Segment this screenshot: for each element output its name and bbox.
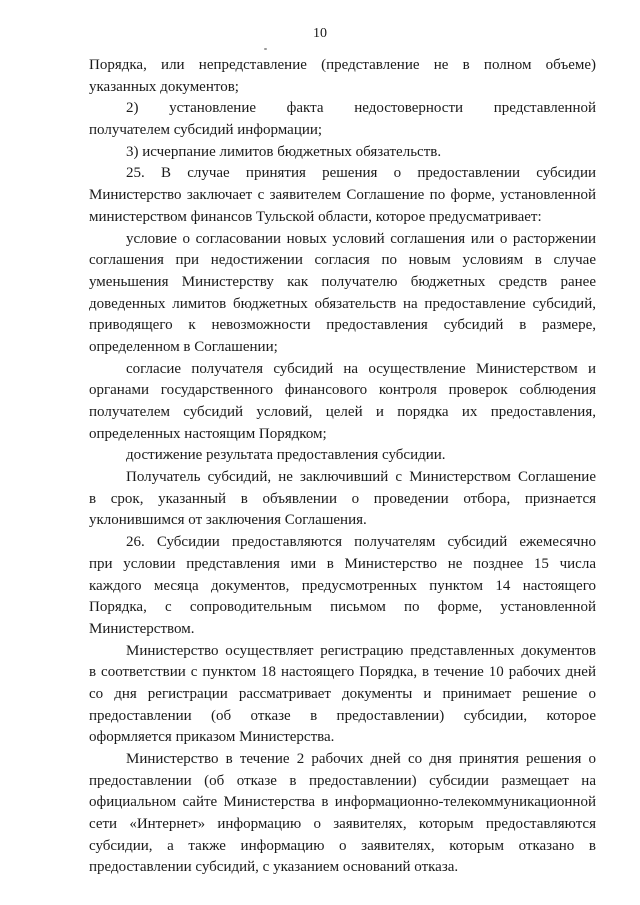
text-line: получателем субсидий условий, целей и порядка их предоставления, <box>89 404 596 420</box>
text-line: соглашения при недостижении согласия по новым условиям в случае <box>89 252 596 269</box>
text-line: оформляется приказом Министерства. <box>89 729 335 746</box>
text-line: уменьшения Министерству как получателю бюджетных средств ранее <box>89 273 596 290</box>
text-line: Министерством. <box>89 620 195 637</box>
text-line: доведенных лимитов бюджетных обязательств на предоставление субсидий, <box>89 295 596 312</box>
text-line: Министерство в течение 2 рабочих дней со дня принятия решения о <box>126 751 596 767</box>
scan-speck <box>264 48 267 50</box>
text-line: предоставлении (об отказе в предоставлении) субсидии, которое <box>89 707 596 724</box>
text-line: 2) установление факта недостоверности представленной <box>126 100 596 117</box>
text-line: официальном сайте Министерства в информационно-телекоммуникационной <box>89 794 596 811</box>
text-line: получателем субсидий информации; <box>89 122 323 139</box>
text-line: определенном в Соглашении; <box>89 338 278 355</box>
text-line: 3) исчерпание лимитов бюджетных обязательств. <box>126 143 442 160</box>
text-line: со дня регистрации рассматривает документы и принимает решение о <box>89 685 596 702</box>
text-line: приводящего к невозможности предоставления субсидий в размере, <box>89 317 596 334</box>
text-line: сети «Интернет» информацию о заявителях, которым предоставляются <box>89 816 596 833</box>
text-line: в соответствии с пунктом 18 настоящего Порядка, в течение 10 рабочих дней <box>89 664 596 681</box>
text-line: условие о согласовании новых условий соглашения или о расторжении <box>126 230 596 247</box>
text-line: в срок, указанный в объявлении о проведении отбора, признается <box>89 490 596 507</box>
text-line: при условии представления ими в Министерство не позднее 15 числа <box>89 555 596 572</box>
text-line: Порядка, с сопроводительным письмом по форме, установленной <box>89 599 596 616</box>
text-line: Порядка, или непредставление (представление не в полном объеме) <box>89 57 596 73</box>
text-line: 25. В случае принятия решения о предоставлении субсидии <box>126 165 596 182</box>
text-line: указанных документов; <box>89 78 239 95</box>
text-line: 26. Субсидии предоставляются получателям субсидий ежемесячно <box>126 534 596 551</box>
document-body <box>89 55 596 879</box>
text-line: органами государственного финансового контроля проверок соблюдения <box>89 382 596 399</box>
text-line: определенных настоящим Порядком; <box>89 425 327 442</box>
text-line: предоставлении субсидий, с указанием оснований отказа. <box>89 859 459 876</box>
text-line: Министерство осуществляет регистрацию представленных документов <box>126 642 596 659</box>
text-line: Получатель субсидий, не заключивший с Министерством Соглашение <box>126 469 596 486</box>
text-line: субсидии, а также информацию о заявителях, которым отказано в <box>89 837 596 854</box>
text-line: предоставлении (об отказе в предоставлении) субсидии размещает на <box>89 772 596 789</box>
text-line: достижение результата предоставления субсидии. <box>126 447 446 464</box>
text-line: Министерство заключает с заявителем Соглашение по форме, установленной <box>89 187 596 204</box>
text-line: уклонившимся от заключения Соглашения. <box>89 512 367 529</box>
page-number: 10 <box>313 26 327 41</box>
text-line: согласие получателя субсидий на осуществление Министерством и <box>126 360 596 377</box>
text-line: министерством финансов Тульской области, которое предусматривает: <box>89 208 542 225</box>
text-line: каждого месяца документов, предусмотренных пунктом 14 настоящего <box>89 577 596 594</box>
